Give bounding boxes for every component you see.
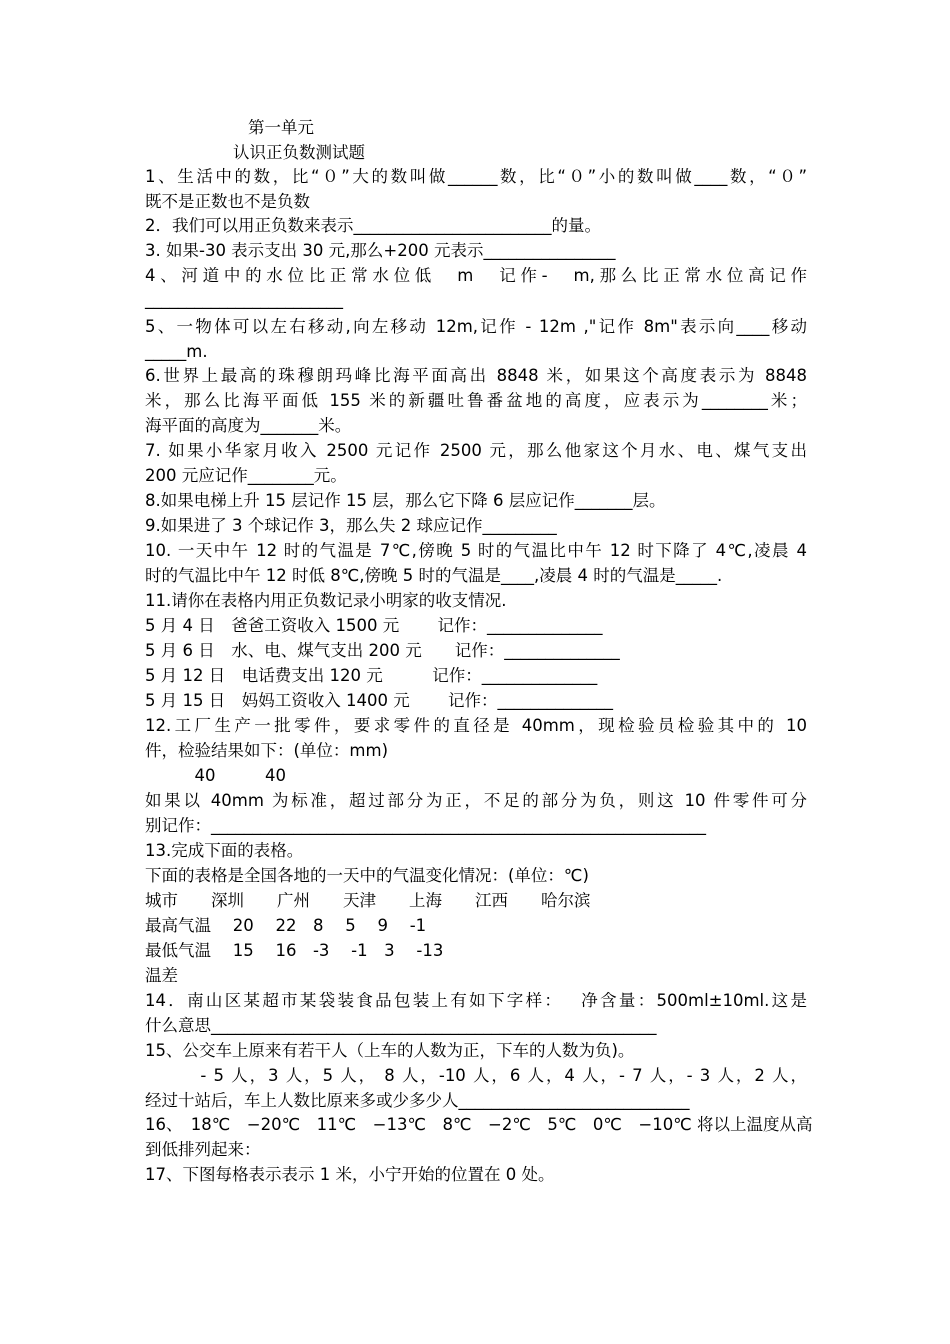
question-14-line-2: 什么意思______________________________________________________ bbox=[145, 1016, 657, 1035]
question-3: 3. 如果-30 表示支出 30 元,那么+200 元表示________________ bbox=[145, 241, 616, 260]
question-16-line-1: 16、 18℃ −20℃ 11℃ −13℃ 8℃ −2℃ 5℃ 0℃ −10℃ 将以上温度从高 bbox=[145, 1115, 813, 1134]
question-1-line-2: 既不是正数也不是负数 bbox=[145, 192, 310, 211]
record-row-4: 5 月 15 日 妈妈工资收入 1400 元 记作：______________ bbox=[145, 691, 613, 710]
question-5-line-2: _____m. bbox=[145, 342, 208, 361]
question-1-line-1: 1、生活中的数，比“０”大的数叫做______数，比“０”小的数叫做____数，“０” bbox=[145, 167, 807, 186]
temperature-table-min-row: 最低气温 15 16 -3 -1 3 -13 bbox=[145, 941, 444, 960]
question-9: 9.如果进了 3 个球记作 3，那么失 2 球应记作_________ bbox=[145, 516, 557, 535]
question-13: 13.完成下面的表格。 bbox=[145, 841, 304, 860]
temperature-table-max-row: 最高气温 20 22 8 5 9 -1 bbox=[145, 916, 427, 935]
question-6-line-2: 米，那么比海平面低 155 米的新疆吐鲁番盆地的高度，应表示为________米； bbox=[145, 391, 807, 410]
question-15-line-1: 15、公交车上原来有若干人（上车的人数为正，下车的人数为负)。 bbox=[145, 1041, 635, 1060]
question-11: 11.请你在表格内用正负数记录小明家的收支情况. bbox=[145, 591, 507, 610]
page-title: 认识正负数测试题 bbox=[233, 143, 365, 162]
question-7-line-2: 200 元应记作________元。 bbox=[145, 466, 347, 485]
record-row-1: 5 月 4 日 爸爸工资收入 1500 元 记作：______________ bbox=[145, 616, 603, 635]
question-15-line-3: 经过十站后，车上人数比原来多或少多少人____________________________ bbox=[145, 1091, 690, 1110]
question-6-line-1: 6.世界上最高的珠穆朗玛峰比海平面高出 8848 米，如果这个高度表示为 8848 bbox=[145, 366, 807, 385]
temperature-table-caption: 下面的表格是全国各地的一天中的气温变化情况：(单位：℃) bbox=[145, 866, 589, 885]
question-2: 2．我们可以用正负数来表示________________________的量。 bbox=[145, 216, 601, 235]
question-16-line-2: 到低排列起来： bbox=[145, 1140, 261, 1159]
question-4-line-1: 4、河道中的水位比正常水位低 m 记作- m,那么比正常水位高记作 bbox=[145, 266, 807, 285]
unit-heading: 第一单元 bbox=[248, 118, 314, 137]
record-row-2: 5 月 6 日 水、电、煤气支出 200 元 记作：______________ bbox=[145, 641, 620, 660]
question-10-line-1: 10. 一天中午 12 时的气温是 7℃,傍晚 5 时的气温比中午 12 时下降了 4℃,凌晨 4 bbox=[145, 541, 807, 560]
temperature-table-header: 城市 深圳 广州 天津 上海 江西 哈尔滨 bbox=[145, 891, 591, 910]
question-4-line-2: ________________________ bbox=[145, 290, 343, 309]
question-8: 8.如果电梯上升 15 层记作 15 层，那么它下降 6 层应记作_______层。 bbox=[145, 491, 666, 510]
question-12-line-2: 件，检验结果如下：(单位：mm) bbox=[145, 741, 389, 760]
question-7-line-1: 7. 如果小华家月收入 2500 元记作 2500 元，那么他家这个月水、电、煤气支出 bbox=[145, 441, 807, 460]
question-15-line-2: - 5 人，3 人，5 人， 8 人，-10 人，6 人，4 人，- 7 人，- 3 人，2 人， bbox=[145, 1066, 807, 1085]
record-row-3: 5 月 12 日 电话费支出 120 元 记作：______________ bbox=[145, 666, 598, 685]
question-5-line-1: 5、一物体可以左右移动,向左移动 12m,记作 - 12m ,"记作 8m"表示向____移动 bbox=[145, 317, 807, 336]
question-17: 17、下图每格表示表示 1 米，小宁开始的位置在 0 处。 bbox=[145, 1165, 555, 1184]
question-12-line-4: 别记作：____________________________________________________________ bbox=[145, 816, 706, 835]
question-12-line-1: 12.工厂生产一批零件，要求零件的直径是 40mm，现检验员检验其中的 10 bbox=[145, 716, 807, 735]
question-14-line-1: 14．南山区某超市某袋装食品包装上有如下字样： 净含量：500ml±10ml.这是 bbox=[145, 991, 807, 1010]
question-12-values: 40 40 bbox=[145, 766, 286, 785]
question-6-line-3: 海平面的高度为_______米。 bbox=[145, 416, 352, 435]
question-10-line-2: 时的气温比中午 12 时低 8℃,傍晚 5 时的气温是____,凌晨 4 时的气温是_____. bbox=[145, 566, 723, 585]
question-12-line-3: 如果以 40mm 为标准，超过部分为正，不足的部分为负，则这 10 件零件可分 bbox=[145, 791, 807, 810]
temperature-table-diff-row: 温差 bbox=[145, 966, 178, 985]
